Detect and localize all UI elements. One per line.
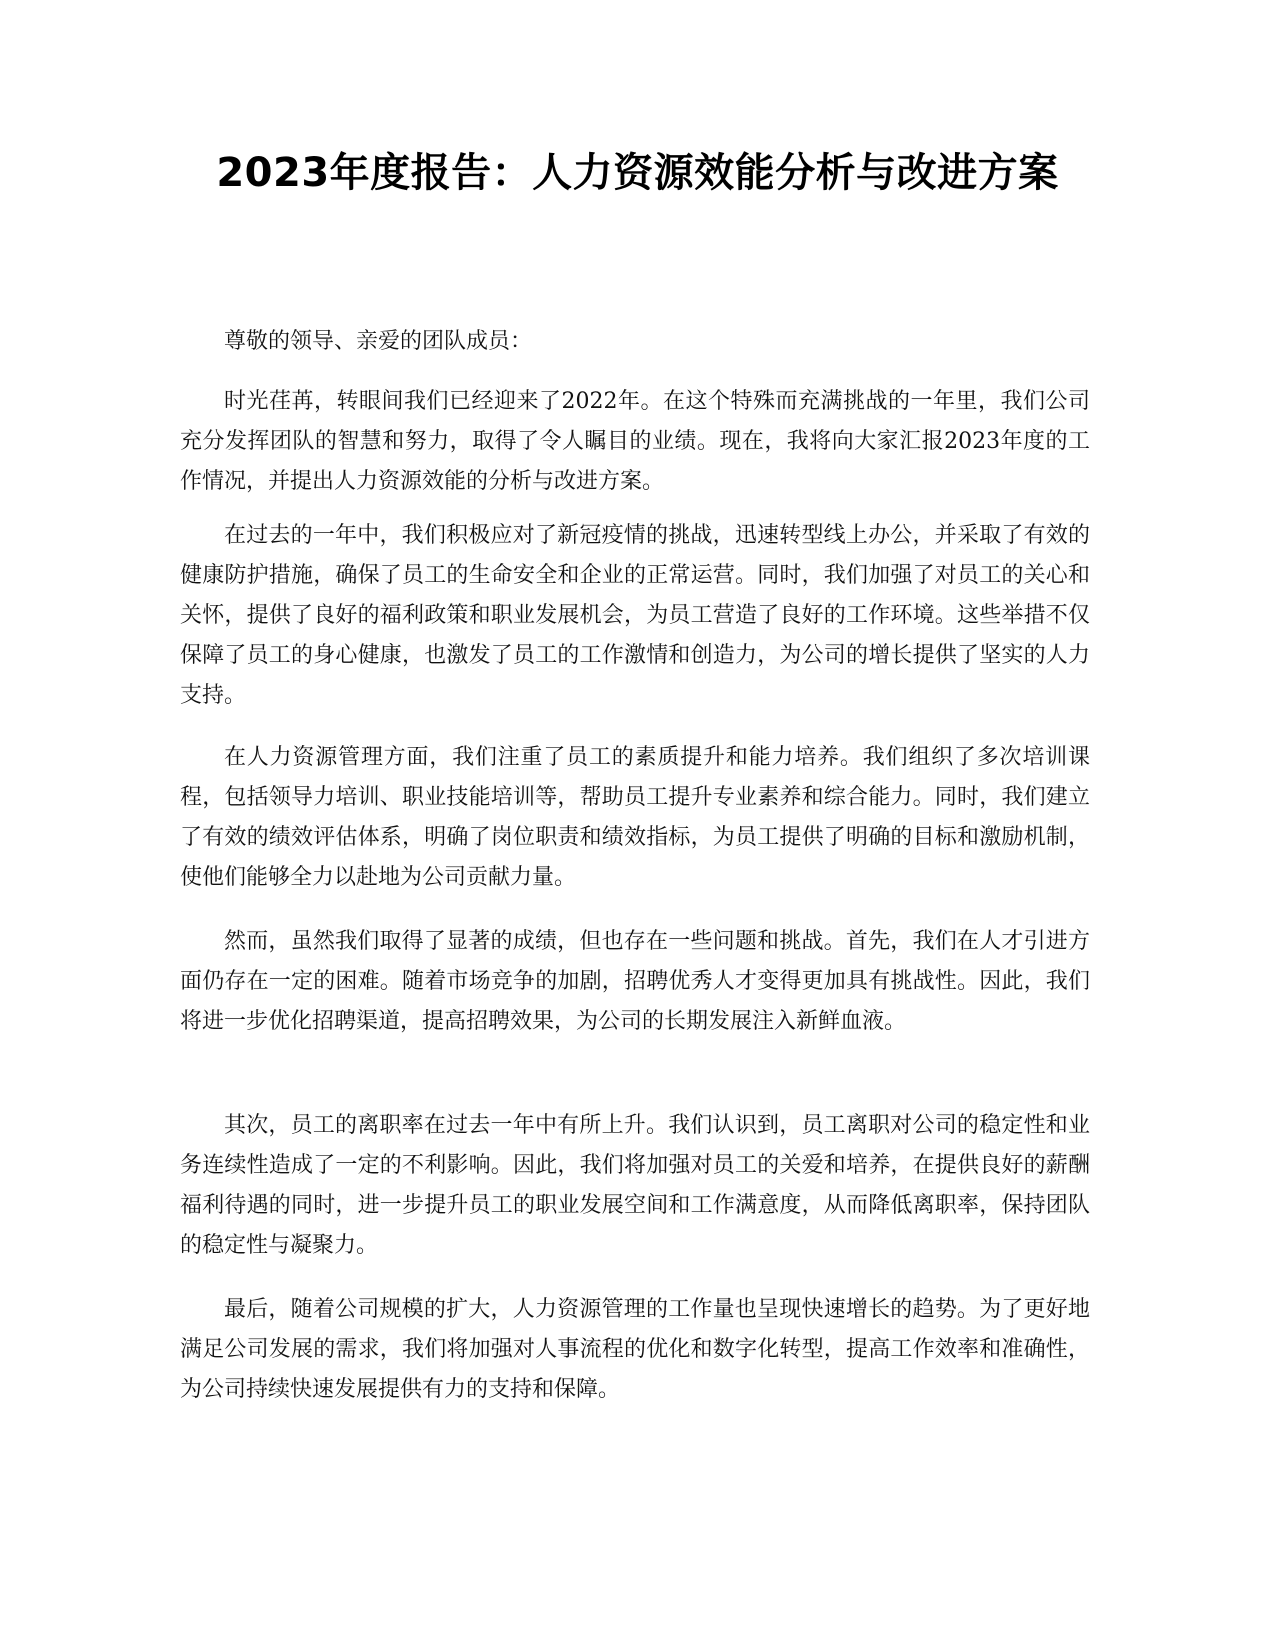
paragraph-3: 在人力资源管理方面，我们注重了员工的素质提升和能力培养。我们组织了多次培训课程，包括领导力培训、职业技能培训等，帮助员工提升专业素养和综合能力。同时，我们建立了有效的绩效评估体系，明确了岗位职责和绩效指标，为员工提供了明确的目标和激励机制，使他们能够全力以赴地为公司贡献力量。 xyxy=(180,745,1090,890)
salutation: 尊敬的领导、亲爱的团队成员： xyxy=(224,329,533,354)
paragraph-2: 在过去的一年中，我们积极应对了新冠疫情的挑战，迅速转型线上办公，并采取了有效的健康防护措施，确保了员工的生命安全和企业的正常运营。同时，我们加强了对员工的关心和关怀，提供了良好的福利政策和职业发展机会，为员工营造了良好的工作环境。这些举措不仅保障了员工的身心健康，也激发了员工的工作激情和创造力，为公司的增长提供了坚实的人力支持。 xyxy=(180,523,1090,708)
paragraph-5: 其次，员工的离职率在过去一年中有所上升。我们认识到，员工离职对公司的稳定性和业务连续性造成了一定的不利影响。因此，我们将加强对员工的关爱和培养，在提供良好的薪酬福利待遇的同时，进一步提升员工的职业发展空间和工作满意度，从而降低离职率，保持团队的稳定性与凝聚力。 xyxy=(180,1113,1090,1258)
paragraph-1: 时光荏苒，转眼间我们已经迎来了2022年。在这个特殊而充满挑战的一年里，我们公司充分发挥团队的智慧和努力，取得了令人瞩目的业绩。现在，我将向大家汇报2023年度的工作情况，并提出人力资源效能的分析与改进方案。 xyxy=(180,389,1090,494)
paragraph-4: 然而，虽然我们取得了显著的成绩，但也存在一些问题和挑战。首先，我们在人才引进方面仍存在一定的困难。随着市场竞争的加剧，招聘优秀人才变得更加具有挑战性。因此，我们将进一步优化招聘渠道，提高招聘效果，为公司的长期发展注入新鲜血液。 xyxy=(180,929,1090,1034)
paragraph-6: 最后，随着公司规模的扩大，人力资源管理的工作量也呈现快速增长的趋势。为了更好地满足公司发展的需求，我们将加强对人事流程的优化和数字化转型，提高工作效率和准确性，为公司持续快速发展提供有力的支持和保障。 xyxy=(180,1297,1090,1402)
document-title: 2023年度报告：人力资源效能分析与改进方案 xyxy=(216,150,1059,196)
